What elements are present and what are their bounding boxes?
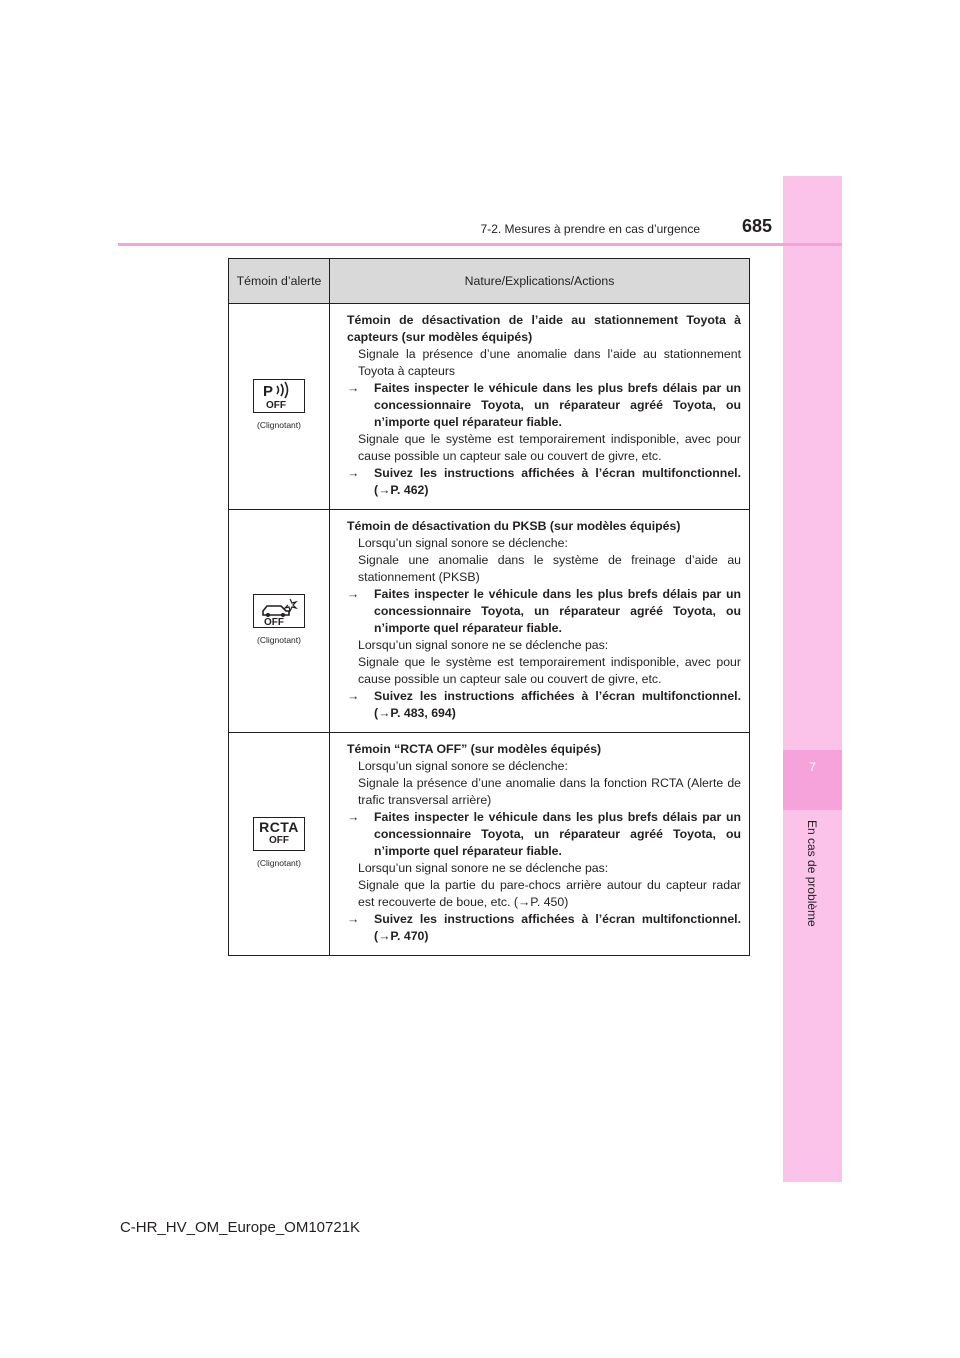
warning-title: Témoin de désactivation de l’aide au stationnement Toyota à capteurs (sur modèles équipés) [347,313,741,344]
action-text: Suivez les instructions affichées à l’écran multifonctionnel. ( [374,912,741,943]
action-item [347,809,741,860]
icon-caption: (Clignotant) [257,420,301,430]
description-text: Lorsqu’un signal sonore ne se déclenche pas: [358,638,609,652]
description-text: Signale que le système est temporairement indisponible, avec pour cause possible un capteur sale ou couvert de givre, etc. [358,655,741,686]
header-rule [118,243,842,246]
action-item [347,586,741,637]
action-item [347,688,741,722]
header-section-title: 7-2. Mesures à prendre en cas d’urgence [480,222,700,236]
description-text: Signale la présence d’une anomalie dans la fonction RCTA (Alerte de trafic transversal arrière) [358,776,741,807]
page-reference: P. 470) [390,929,429,943]
details-cell [330,733,750,956]
column-header-details: Nature/Explications/Actions [330,259,750,304]
details-cell [330,304,750,510]
page-reference: P. 450) [530,895,569,909]
parking-sensor-off-icon [253,379,305,413]
arrow-icon: → [347,810,360,824]
icon-off-text: OFF [266,400,286,411]
page-number: 685 [741,216,772,236]
warning-light-table [228,258,750,956]
action-item [347,465,741,499]
action-text: Faites inspecter le véhicule dans les plus brefs délais par un concessionnaire Toyota, un réparateur agréé Toyota, ou n’importe quel réparateur fiable. [374,810,741,858]
description-text [347,877,741,911]
description-text: Signale la présence d’une anomalie dans l’aide au stationnement Toyota à capteurs [358,347,741,378]
action-text: Faites inspecter le véhicule dans les plus brefs délais par un concessionnaire Toyota, un réparateur agréé Toyota, ou n’importe quel réparateur fiable. [374,381,741,429]
warning-icon-cell [229,510,330,733]
arrow-icon: → [347,689,360,703]
side-chapter-number-block [783,750,842,810]
action-text: Suivez les instructions affichées à l’écran multifonctionnel. ( [374,689,741,720]
table-row [229,733,750,956]
description-text: Signale que le système est temporairement indisponible, avec pour cause possible un capteur sale ou couvert de givre, etc. [358,432,741,463]
page-reference: P. 483, 694) [390,706,456,720]
side-chapter-number: 7 [809,760,816,774]
warning-icon-cell [229,304,330,510]
arrow-icon: → [378,483,391,497]
description-text: Lorsqu’un signal sonore ne se déclenche pas: [358,861,609,875]
description-text: Lorsqu’un signal sonore se déclenche: [358,759,568,773]
footer-doc-code: C-HR_HV_OM_Europe_OM10721K [119,1219,361,1236]
parking-sensor-off-glyph [257,381,301,411]
details-cell [330,510,750,733]
arrow-icon: → [378,706,391,720]
arrow-icon: → [347,381,360,395]
arrow-icon: → [517,895,531,909]
action-text: Suivez les instructions affichées à l’écran multifonctionnel. ( [374,466,741,497]
arrow-icon: → [347,587,360,601]
action-item [347,911,741,945]
arrow-icon: → [347,466,360,480]
description-text: Signale une anomalie dans le système de freinage d’aide au stationnement (PKSB) [358,553,741,584]
action-item [347,380,741,431]
arrow-icon: → [378,929,391,943]
icon-off-text: OFF [264,616,284,626]
pksb-off-glyph [257,596,301,626]
side-chapter-tab [783,176,842,1182]
table-header-row [229,259,750,304]
rcta-icon-text: RCTA [259,818,299,835]
action-text: Faites inspecter le véhicule dans les plus brefs délais par un concessionnaire Toyota, un réparateur agréé Toyota, ou n’importe quel réparateur fiable. [374,587,741,635]
column-header-warning-light: Témoin d’alerte [229,259,330,304]
description-text: Lorsqu’un signal sonore se déclenche: [358,536,568,550]
rcta-off-icon [253,817,305,851]
warning-title: Témoin de désactivation du PKSB (sur modèles équipés) [347,519,681,533]
parking-p-letter: P [263,383,274,400]
table-row [229,304,750,510]
warning-title: Témoin “RCTA OFF” (sur modèles équipés) [347,742,602,756]
arrow-icon: → [347,912,360,926]
icon-caption: (Clignotant) [257,634,301,645]
page-reference: P. 462) [390,483,429,497]
rcta-icon-off-text: OFF [269,834,289,846]
icon-caption: (Clignotant) [257,857,301,868]
description-text-part: Signale que la partie du pare-chocs arrière autour du capteur radar est recouverte de boue, etc. ( [358,878,741,909]
pksb-off-icon [253,594,305,628]
table-row [229,510,750,733]
warning-icon-cell [229,733,330,956]
side-chapter-label: En cas de problème [805,820,819,927]
